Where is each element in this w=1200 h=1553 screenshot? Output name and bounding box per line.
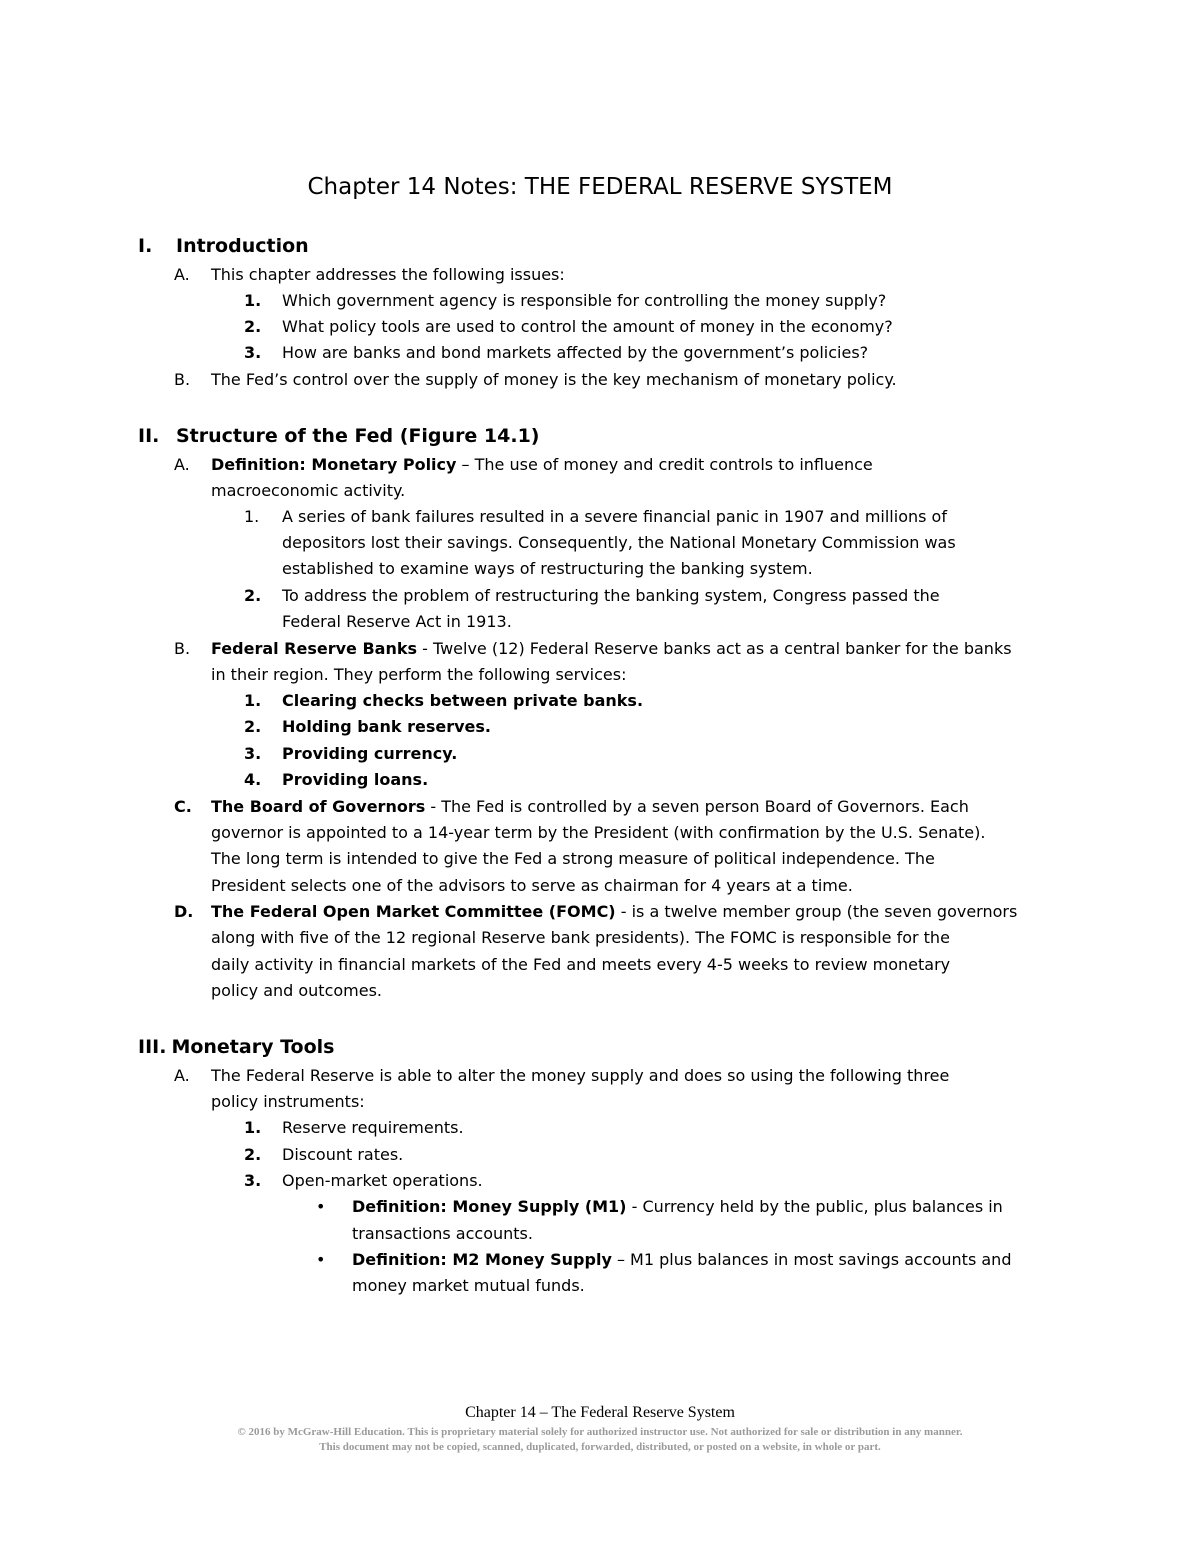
item-marker: 4. bbox=[244, 770, 262, 789]
bullet-icon: • bbox=[316, 1250, 326, 1269]
item-marker: 1. bbox=[244, 291, 262, 310]
item-text: Holding bank reserves. bbox=[282, 717, 491, 736]
item-text: Clearing checks between private banks. bbox=[282, 691, 644, 710]
item-text: What policy tools are used to control the amount of money in the economy? bbox=[282, 317, 893, 336]
item-continuation: Federal Reserve Act in 1913. bbox=[282, 612, 512, 631]
section-heading-structure bbox=[138, 423, 540, 449]
item-text: - Twelve (12) Federal Reserve banks act as a central banker for the banks bbox=[417, 639, 1012, 658]
item-text: Which government agency is responsible for controlling the money supply? bbox=[282, 291, 887, 310]
item-continuation: along with five of the 12 regional Reserve bank presidents). The FOMC is responsible for the bbox=[211, 928, 950, 947]
item-marker: 2. bbox=[244, 1145, 262, 1164]
section-heading-introduction bbox=[138, 233, 309, 259]
item-continuation: President selects one of the advisors to serve as chairman for 4 years at a time. bbox=[211, 876, 853, 895]
item-marker: 1. bbox=[244, 1118, 262, 1137]
item-marker: 3. bbox=[244, 1171, 262, 1190]
item-continuation: established to examine ways of restructuring the banking system. bbox=[282, 559, 813, 578]
section-number: III. bbox=[138, 1036, 167, 1058]
item-marker: 2. bbox=[244, 317, 262, 336]
item-text: Open-market operations. bbox=[282, 1171, 483, 1190]
item-marker: D. bbox=[174, 902, 194, 921]
item-continuation: transactions accounts. bbox=[352, 1224, 533, 1243]
item-text: - is a twelve member group (the seven governors bbox=[615, 902, 1018, 921]
page-title: Chapter 14 Notes: THE FEDERAL RESERVE SYSTEM bbox=[307, 174, 893, 200]
footer-copyright: © 2016 by McGraw-Hill Education. This is proprietary material solely for authorized instructor use. Not authorized for sale or distribution in any manner. bbox=[237, 1426, 963, 1438]
term-label: The Federal Open Market Committee (FOMC) bbox=[211, 902, 616, 921]
item-marker: B. bbox=[174, 370, 191, 389]
section-heading-monetary-tools bbox=[138, 1034, 334, 1060]
item-continuation: The long term is intended to give the Fed a strong measure of political independence. The bbox=[211, 849, 935, 868]
item-marker: A. bbox=[174, 455, 190, 474]
bullet-icon: • bbox=[316, 1197, 326, 1216]
item-text: The Federal Reserve is able to alter the money supply and does so using the following three bbox=[211, 1066, 950, 1085]
item-marker: 2. bbox=[244, 586, 262, 605]
section-title: Monetary Tools bbox=[171, 1036, 335, 1058]
item-continuation: macroeconomic activity. bbox=[211, 481, 406, 500]
term-label: The Board of Governors bbox=[211, 797, 426, 816]
item-text: Providing loans. bbox=[282, 770, 429, 789]
item-marker: A. bbox=[174, 1066, 190, 1085]
item-text: Discount rates. bbox=[282, 1145, 404, 1164]
item-marker: 1. bbox=[244, 691, 262, 710]
item-text: - Currency held by the public, plus balances in bbox=[626, 1197, 1003, 1216]
item-text: A series of bank failures resulted in a severe financial panic in 1907 and millions of bbox=[282, 507, 947, 526]
item-marker: B. bbox=[174, 639, 191, 658]
term-label: Federal Reserve Banks bbox=[211, 639, 418, 658]
item-text: The Fed’s control over the supply of money is the key mechanism of monetary policy. bbox=[211, 370, 897, 389]
definition-label: Definition: Money Supply (M1) bbox=[352, 1197, 627, 1216]
section-title: Introduction bbox=[176, 235, 309, 257]
item-text: – The use of money and credit controls to influence bbox=[456, 455, 873, 474]
section-title: Structure of the Fed (Figure 14.1) bbox=[176, 425, 540, 447]
item-text: To address the problem of restructuring the banking system, Congress passed the bbox=[282, 586, 940, 605]
item-marker: 1. bbox=[244, 507, 260, 526]
item-continuation: daily activity in financial markets of the Fed and meets every 4-5 weeks to review monetary bbox=[211, 955, 951, 974]
item-text: - The Fed is controlled by a seven person Board of Governors. Each bbox=[425, 797, 969, 816]
item-text: – M1 plus balances in most savings accounts and bbox=[611, 1250, 1012, 1269]
item-marker: 3. bbox=[244, 744, 262, 763]
item-text: How are banks and bond markets affected by the government’s policies? bbox=[282, 343, 869, 362]
footer-copyright-notice: This document may not be copied, scanned, duplicated, forwarded, distributed, or posted on a website, in whole or part. bbox=[319, 1441, 881, 1453]
item-continuation: depositors lost their savings. Consequently, the National Monetary Commission was bbox=[282, 533, 956, 552]
item-continuation: money market mutual funds. bbox=[352, 1276, 585, 1295]
item-marker: A. bbox=[174, 265, 190, 284]
item-text: This chapter addresses the following issues: bbox=[211, 265, 565, 284]
definition-label: Definition: Monetary Policy bbox=[211, 455, 457, 474]
item-marker: 3. bbox=[244, 343, 262, 362]
section-number: II. bbox=[138, 425, 160, 447]
item-text: Reserve requirements. bbox=[282, 1118, 464, 1137]
item-text: Providing currency. bbox=[282, 744, 458, 763]
item-continuation: policy and outcomes. bbox=[211, 981, 383, 1000]
item-marker: 2. bbox=[244, 717, 262, 736]
footer-title: Chapter 14 – The Federal Reserve System bbox=[465, 1404, 735, 1421]
section-number: I. bbox=[138, 235, 153, 257]
item-marker: C. bbox=[174, 797, 192, 816]
definition-label: Definition: M2 Money Supply bbox=[352, 1250, 612, 1269]
item-continuation: in their region. They perform the following services: bbox=[211, 665, 627, 684]
item-continuation: governor is appointed to a 14-year term by the President (with confirmation by the U.S. Senate). bbox=[211, 823, 986, 842]
item-continuation: policy instruments: bbox=[211, 1092, 365, 1111]
